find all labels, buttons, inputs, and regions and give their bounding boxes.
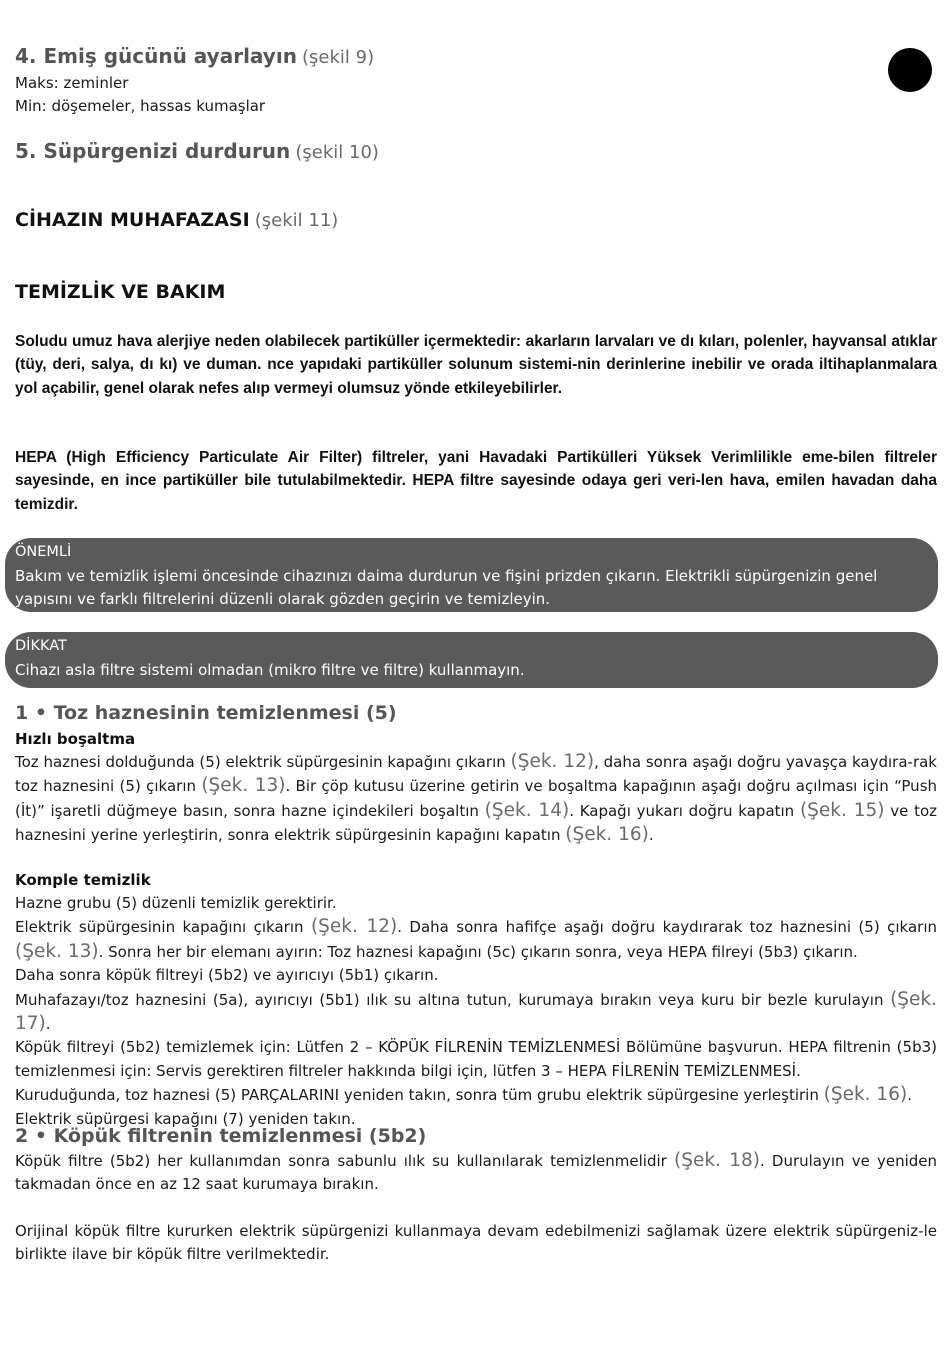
fig-ref: (Şek. 13) [15, 940, 99, 962]
step4-max: Maks: zeminler [15, 74, 129, 92]
quick-text-2: , daha sonra aşağı doğru yavaşça kaydıra-rak toz haznesini (5) çıkarın [15, 753, 937, 796]
fig-ref: (Şek. 18) [673, 1150, 760, 1171]
full-line-7: Elektrik süpürgesi kapağını (7) yeniden takın. [15, 1109, 356, 1128]
full-line-5: Köpük filtreyi (5b2) temizlemek için: Lütfen 2 – KÖPÜK FİLRENİN TEMİZLENMESİ Bölümüne başvurun. HEPA filtrenin (5b3) temizlenmesi için: Servis gerektiren filtreler hakkında bilgi için, lütfen 3 – HEPA FİLRENİN TEMİZLENMESİ. [15, 1038, 937, 1080]
fig-ref: (Şek. 12) [310, 916, 398, 938]
full-line-4 [15, 988, 937, 1037]
storage-title: CİHAZIN MUHAFAZASI [15, 209, 250, 231]
step4-ref: (şekil 9) [302, 47, 375, 68]
full-line-6b: . [907, 1086, 912, 1105]
full-line-4b: . [45, 1015, 51, 1034]
full-line-6 [15, 1083, 937, 1107]
full-clean-body [15, 892, 937, 1131]
important-notice [5, 538, 938, 612]
cleaning-title: TEMİZLİK VE BAKIM [15, 281, 226, 303]
cleaning-paragraph-1: Soludu umuz hava alerjiye neden olabilecek partiküller içermektedir: akarların larvaları ve dı kıları, polenler, hayvansal atıklar (tüy, deri, salya, dı kı) ve duman. nce yapıdaki partiküller solunum sistemi-nin derinlerine inebilir ve orada iltihaplanmalara yol açabilir, genel olarak nefes alıp vermeyi olumsuz yönde etkileyebilirler. [15, 333, 937, 397]
step5-title: 5. Süpürgenizi durdurun [15, 139, 291, 163]
important-label: ÖNEMLİ [15, 544, 72, 560]
step4-min: Min: döşemeler, hassas kumaşlar [15, 97, 266, 115]
quick-text-4: . Kapağı yukarı doğru kapatın [569, 801, 800, 820]
important-text: Bakım ve temizlik işlemi öncesinde cihazınızı daima durdurun ve fişini prizden çıkarın. Elektrikli süpürgenizin genel yapısını ve farklı filtrelerini düzenli olarak gözden geçirin ve temizleyin. [15, 566, 878, 608]
cleaning-paragraph-2: HEPA (High Efficiency Particulate Air Filter) filtreler, yani Havadaki Partikülleri Yüksek Verimlilikle eme-bilen filtreler sayesinde, en ince partiküller bile tutulabilmektedir. HEPA filtre sayesinde odaya geri veri-len hava, emilen havadan daha temizdir. [15, 449, 937, 513]
quick-empty-heading: Hızlı boşaltma [15, 730, 136, 748]
section2-title: 2 • Köpük filtrenin temizlenmesi (5b2) [15, 1125, 427, 1147]
fig-ref: (Şek. 12) [510, 751, 595, 772]
quick-text-3: . Bir çöp kutusu üzerine getirin ve boşaltma kapağının aşağı doğru açılması için “Push (İt)” işaretli düğmeye basın, sonra hazne içindekileri boşaltın [15, 777, 938, 820]
caution-notice [5, 632, 938, 688]
full-line-2b: . Daha sonra hafifçe aşağı doğru kaydırarak toz haznesini (5) çıkarın [397, 918, 937, 937]
full-line-1: Hazne grubu (5) düzenli temizlik gerektirir. [15, 894, 337, 912]
quick-text-1: Toz haznesi dolduğunda (5) elektrik süpürgesinin kapağını çıkarın [15, 753, 511, 771]
quick-empty-paragraph [15, 750, 937, 848]
step4-heading [15, 44, 937, 68]
quick-text-5: ve toz haznesini yerine yerleştirin, sonra elektrik süpürgesinin kapağını kapatın [15, 801, 937, 845]
fig-ref: (Şek. 15) [799, 799, 885, 821]
section1-title: 1 • Toz haznesinin temizlenmesi (5) [15, 702, 397, 724]
section2-paragraph-1 [15, 1149, 937, 1197]
quick-text-6: . [648, 826, 654, 845]
step5-ref: (şekil 10) [295, 142, 379, 163]
full-line-2c: . Sonra her bir elemanı ayırın: Toz haznesi kapağını (5c) çıkarın sonra, veya HEPA filreyi (5b3) çıkarın. [98, 942, 858, 961]
full-line-2a: Elektrik süpürgesinin kapağını çıkarın [15, 918, 311, 937]
caution-text: Cihazı asla filtre sistemi olmadan (mikro filtre ve filtre) kullanmayın. [15, 660, 525, 679]
full-clean-heading: Komple temizlik [15, 871, 151, 889]
full-line-4a: Muhafazayı/toz haznesini (5a), ayırıcıyı (5b1) ılık su altına tutun, kurumaya bırakın veya kuru bir bezle kurulayın [15, 990, 891, 1009]
section2-paragraph-2: Orijinal köpük filtre kururken elektrik süpürgenizi kullanmaya devam edebilmenizi sağlamak üzere elektrik süpürgeniz-le birlikte ilave bir köpük filtre verilmektedir. [15, 1222, 937, 1264]
fig-ref: (Şek. 16) [565, 824, 649, 846]
storage-ref: (şekil 11) [254, 210, 339, 231]
full-line-6a: Kuruduğunda, toz haznesi (5) PARÇALARINI yeniden takın, sonra tüm grubu elektrik süpürgesine yerleştirin [15, 1086, 824, 1105]
full-line-3: Daha sonra köpük filtreyi (5b2) ve ayırıcıyı (5b1) çıkarın. [15, 966, 439, 985]
section2-p1b: . Durulayın ve yeniden takmadan önce en az 12 saat kurumaya bırakın. [15, 1152, 938, 1194]
full-line-2 [15, 915, 937, 964]
caution-label: DİKKAT [15, 638, 67, 654]
fig-ref: (Şek. 16) [823, 1084, 908, 1106]
storage-heading [15, 209, 937, 231]
step4-title: 4. Emiş gücünü ayarlayın [15, 44, 297, 68]
fig-ref: (Şek. 14) [484, 799, 570, 821]
fig-ref: (Şek. 17) [15, 988, 937, 1035]
step5-heading [15, 139, 937, 163]
fig-ref: (Şek. 13) [201, 775, 286, 797]
section2-p1a: Köpük filtre (5b2) her kullanımdan sonra sabunlu ılık su kullanılarak temizlenmelidir [15, 1152, 674, 1170]
